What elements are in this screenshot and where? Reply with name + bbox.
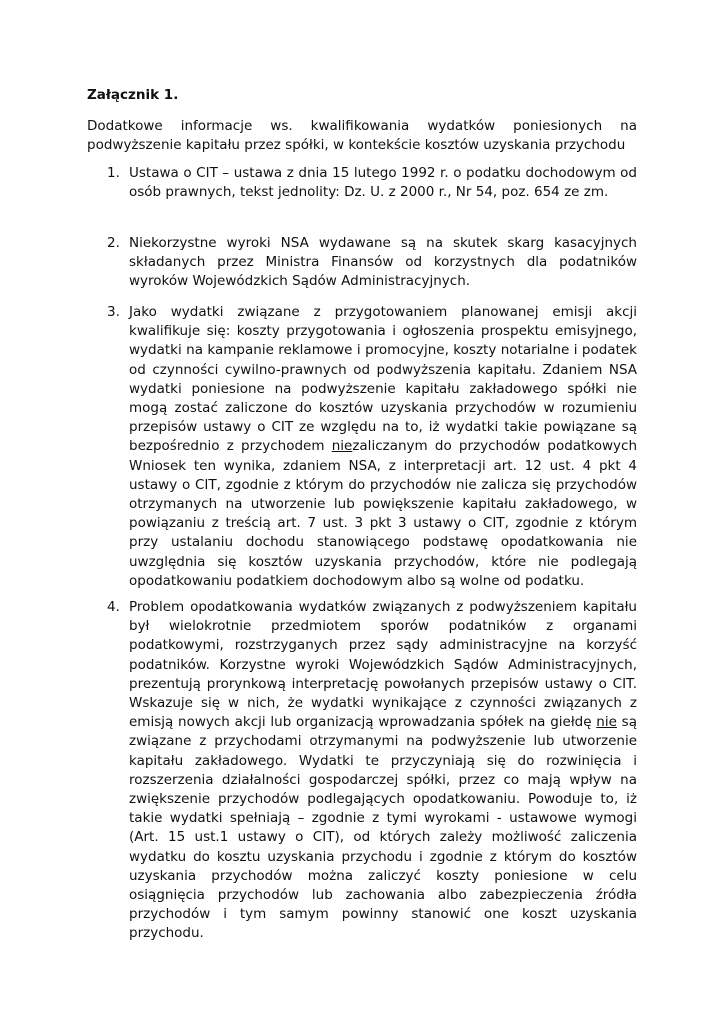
list-item-text: Ustawa o CIT – ustawa z dnia 15 lutego 1992 r. o podatku dochodowym od osób prawnych, tekst jednolity: Dz. U. z 2000 r., Nr 54, poz. 654 ze zm. — [129, 165, 637, 201]
list-number: 2. — [107, 235, 120, 251]
list-item-text — [129, 303, 637, 591]
intro-paragraph: Dodatkowe informacje ws. kwalifikowania wydatków poniesionych na podwyższenie kapitału przez spółki, w kontekście kosztów uzyskania przychodu — [87, 118, 637, 154]
underlined-word: nie — [331, 438, 353, 455]
text-segment: zaliczanym do przychodów podatkowych Wniosek ten wynika, zdaniem NSA, z interpretacji art. 12 ust. 4 pkt 4 ustawy o CIT, zgodnie z którym do przychodów nie zalicza się przychodów otrzymanych na utworzenie lub powiększenie kapitału zakładowego, w powiązaniu z treścią art. 7 ust. 3 pkt 3 ustawy o CIT, zgodnie z którym przy ustalaniu dochodu stanowiącego podstawę opodatkowania nie uwzględnia się kosztów uzyskania przychodów, które nie podlegają opodatkowaniu podatkiem dochodowym albo są wolne od podatku. — [129, 438, 637, 589]
list-number: 3. — [107, 304, 120, 320]
underlined-word: nie — [596, 714, 617, 731]
list-item-4 — [87, 598, 637, 944]
list-item-1 — [87, 164, 637, 202]
text-segment: Problem opodatkowania wydatków związanych z podwyższeniem kapitału był wielokrotnie przedmiotem sporów podatników z organami podatkowymi, rozstrzyganych przez sądy administracyjne na korzyść podatników. Korzystne wyroki Wojewódzkich Sądów Administracyjnych, prezentują prorynkową interpretację powołanych przepisów ustawy o CIT. Wskazuje się w nich, że wydatki wynikające z czynności związanych z emisją nowych akcji lub organizacją wprowadzania spółek na giełdę — [129, 599, 637, 731]
list-item-text: Niekorzystne wyroki NSA wydawane są na skutek skarg kasacyjnych składanych przez Ministra Finansów od korzystnych dla podatników wyroków Wojewódzkich Sądów Administracyjnych. — [129, 235, 637, 290]
list-item-3 — [87, 303, 637, 591]
list-item-2 — [87, 234, 637, 292]
text-segment: są związane z przychodami otrzymanymi na podwyższenie lub utworzenie kapitału zakładowego. Wydatki te przyczyniają się do rozwinięcia i rozszerzenia działalności gospodarczej spółki, przez co mają wpływ na zwiększenie przychodów podlegających opodatkowaniu. Powoduje to, iż takie wydatki spełniają – zgodnie z tymi wyrokami - ustawowe wymogi (Art. 15 ust.1 ustawy o CIT), od których zależy możliwość zaliczenia wydatku do kosztu uzyskania przychodu i zgodnie z którym do kosztów uzyskania przychodów można zaliczyć koszty poniesione w celu osiągnięcia przychodów lub zachowania albo zabezpieczenia źródła przychodów i tym samym powinny stanowić one koszt uzyskania przychodu. — [129, 714, 637, 942]
list-item-text — [129, 598, 637, 944]
list-number: 1. — [107, 165, 120, 181]
text-segment: Jako wydatki związane z przygotowaniem planowanej emisji akcji kwalifikuje się: koszty przygotowania i ogłoszenia prospektu emisyjnego, wydatki na kampanie reklamowe i promocyjne, koszty notarialne i podatek od czynności cywilno-prawnych od podwyższenia kapitału. Zdaniem NSA wydatki poniesione na podwyższenie kapitału zakładowego spółki nie mogą zostać zaliczone do kosztów uzyskania przychodów w rozumieniu przepisów ustawy o CIT ze względu na to, iż wydatki takie powiązane są bezpośrednio z przychodem — [129, 304, 637, 455]
attachment-heading: Załącznik 1. — [87, 87, 179, 103]
list-number: 4. — [107, 599, 120, 615]
